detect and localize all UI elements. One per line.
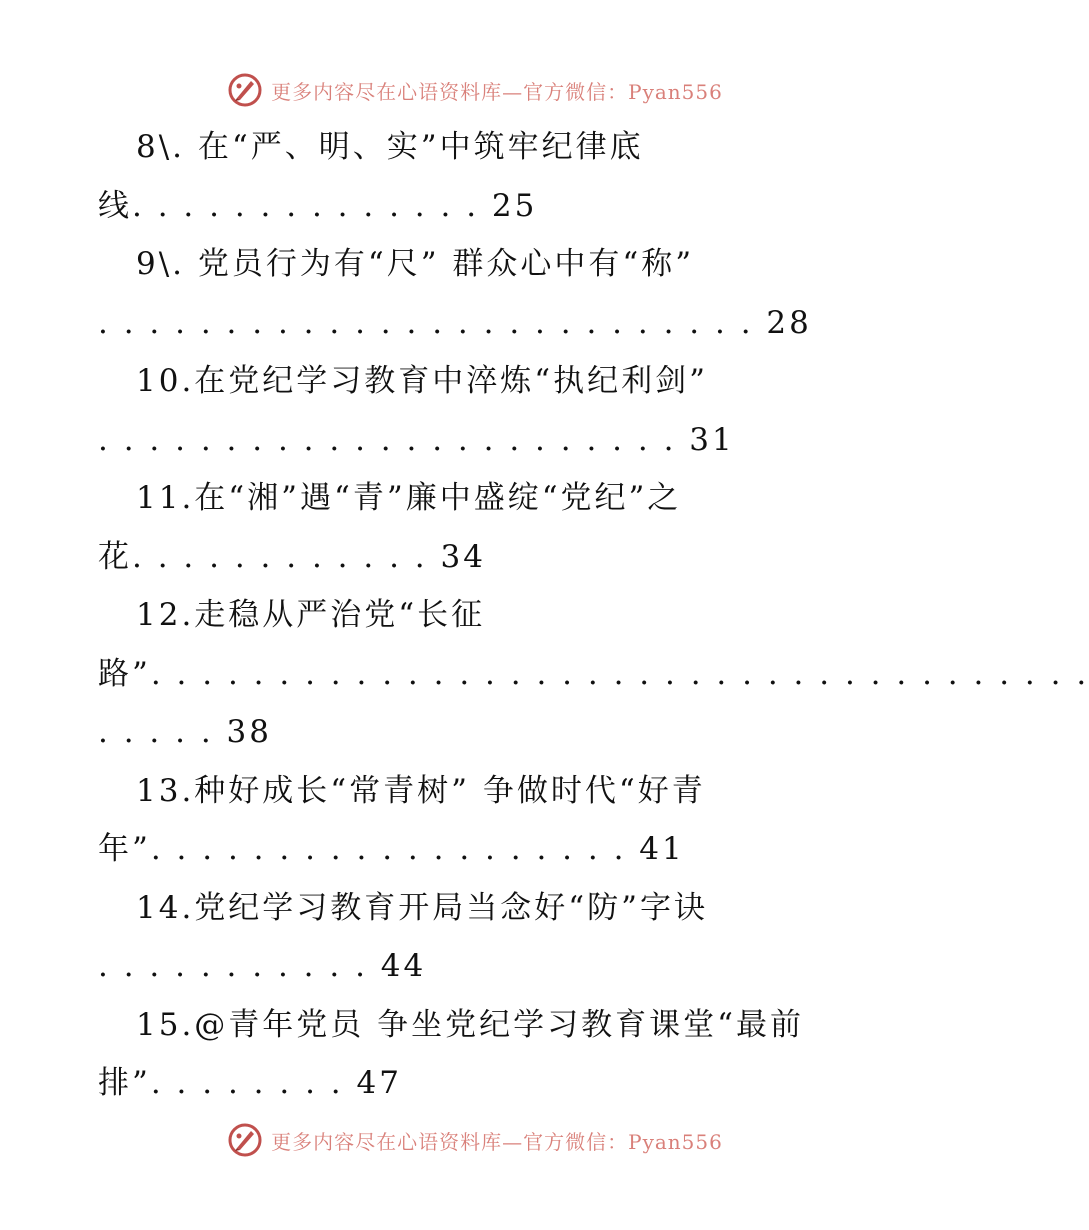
toc-line: . . . . . . . . . . . . . . . . . . . . . . . . . . 28 [98, 304, 812, 341]
toc-line: 13.种好成长“常青树” 争做时代“好青 [136, 772, 706, 809]
watermark-footer [0, 1120, 950, 1160]
toc-line: 12.走稳从严治党“长征 [136, 597, 486, 633]
toc-line: 11.在“湘”遇“青”廉中盛绽“党纪”之 [136, 480, 682, 516]
toc-line: 年”. . . . . . . . . . . . . . . . . . . 41 [98, 831, 685, 867]
quill-pen-logo-icon [227, 72, 263, 108]
watermark-text: 更多内容尽在心语资料库—官方微信：Pyan556 [271, 1129, 723, 1154]
toc-line: . . . . . 38 [98, 714, 272, 750]
toc-line: 15.@青年党员 争坐党纪学习教育课堂“最前 [136, 1006, 805, 1043]
watermark-header [0, 70, 950, 110]
table-of-contents [98, 118, 1089, 1113]
toc-line: 花. . . . . . . . . . . . 34 [98, 538, 486, 575]
toc-line: 线. . . . . . . . . . . . . . 25 [98, 187, 538, 224]
quill-pen-logo-icon [227, 1122, 263, 1158]
toc-line: 路”. . . . . . . . . . . . . . . . . . . . . . . . . . . . . . . . . . . . . [98, 655, 1089, 692]
toc-line: 8\. 在“严、明、实”中筑牢纪律底 [136, 129, 644, 165]
toc-line: 9\. 党员行为有“尺” 群众心中有“称” [136, 246, 695, 282]
toc-line: 14.党纪学习教育开局当念好“防”字诀 [136, 889, 708, 926]
toc-line: 排”. . . . . . . . 47 [98, 1065, 402, 1101]
watermark-text: 更多内容尽在心语资料库—官方微信：Pyan556 [271, 79, 723, 104]
toc-line: . . . . . . . . . . . 44 [98, 948, 427, 984]
toc-line: . . . . . . . . . . . . . . . . . . . . . . . 31 [98, 421, 735, 458]
toc-line: 10.在党纪学习教育中淬炼“执纪利剑” [136, 363, 708, 399]
